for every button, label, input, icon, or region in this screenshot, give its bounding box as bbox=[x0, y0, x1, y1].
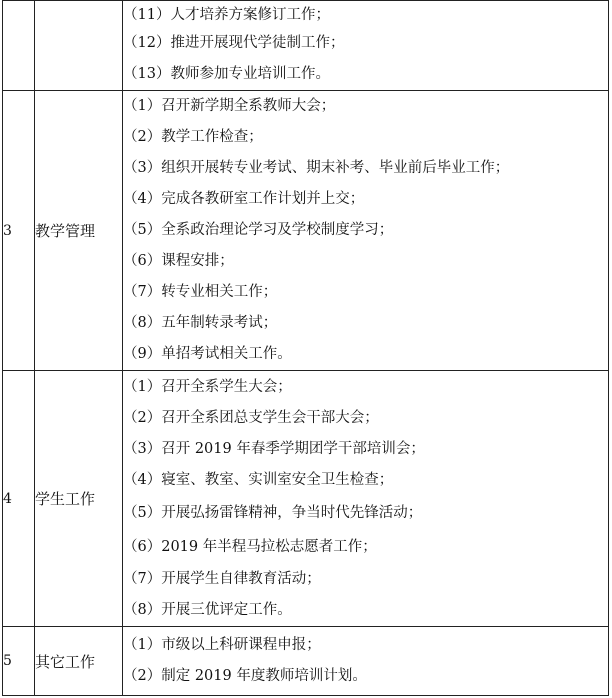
row-category: 学生工作 bbox=[35, 371, 123, 627]
list-item: （5）开展弘扬雷锋精神，争当时代先锋活动； bbox=[123, 504, 423, 521]
row-number: 5 bbox=[3, 627, 35, 696]
list-item: （3）召开 2019 年春季学期团学干部培训会； bbox=[123, 440, 425, 457]
row-category bbox=[35, 1, 123, 91]
list-item: （9）单招考试相关工作。 bbox=[123, 346, 292, 362]
list-item: （7）开展学生自律教育活动； bbox=[123, 570, 321, 587]
work-plan-table bbox=[2, 0, 609, 696]
list-item: （6）2019 年半程马拉松志愿者工作； bbox=[123, 538, 377, 555]
list-item: （2）召开全系团总支学生会干部大会； bbox=[123, 409, 379, 426]
row-items bbox=[123, 1, 609, 91]
list-item: （8）五年制转录考试； bbox=[123, 315, 278, 331]
table-row bbox=[3, 91, 609, 371]
table-row bbox=[3, 627, 609, 696]
list-item: （1）召开全系学生大会； bbox=[123, 378, 292, 395]
list-item: （6）课程安排； bbox=[123, 253, 234, 269]
list-item: （3）组织开展转专业考试、期末补考、毕业前后毕业工作； bbox=[123, 160, 510, 176]
list-item: （11）人才培养方案修订工作； bbox=[123, 6, 330, 23]
row-number: 4 bbox=[3, 371, 35, 627]
list-item: （5）全系政治理论学习及学校制度学习； bbox=[123, 222, 394, 238]
list-item: （2）制定 2019 年度教师培训计划。 bbox=[123, 668, 367, 684]
row-items bbox=[123, 627, 609, 696]
table-row bbox=[3, 1, 609, 91]
row-number bbox=[3, 1, 35, 91]
row-items bbox=[123, 371, 609, 627]
list-item: （8）开展三优评定工作。 bbox=[123, 601, 292, 618]
list-item: （4）完成各教研室工作计划并上交； bbox=[123, 191, 365, 207]
table-row bbox=[3, 371, 609, 627]
list-item: （1）召开新学期全系教师大会； bbox=[123, 98, 336, 114]
list-item: （2）教学工作检查； bbox=[123, 129, 263, 145]
row-category: 其它工作 bbox=[35, 627, 123, 696]
list-item: （4）寝室、教室、实训室安全卫生检查； bbox=[123, 471, 394, 488]
row-number: 3 bbox=[3, 91, 35, 371]
list-item: （13）教师参加专业培训工作。 bbox=[123, 65, 330, 82]
row-category: 教学管理 bbox=[35, 91, 123, 371]
row-items bbox=[123, 91, 609, 371]
list-item: （1）市级以上科研课程申报； bbox=[123, 637, 321, 653]
list-item: （7）转专业相关工作； bbox=[123, 284, 278, 300]
list-item: （12）推进开展现代学徒制工作； bbox=[123, 34, 345, 51]
